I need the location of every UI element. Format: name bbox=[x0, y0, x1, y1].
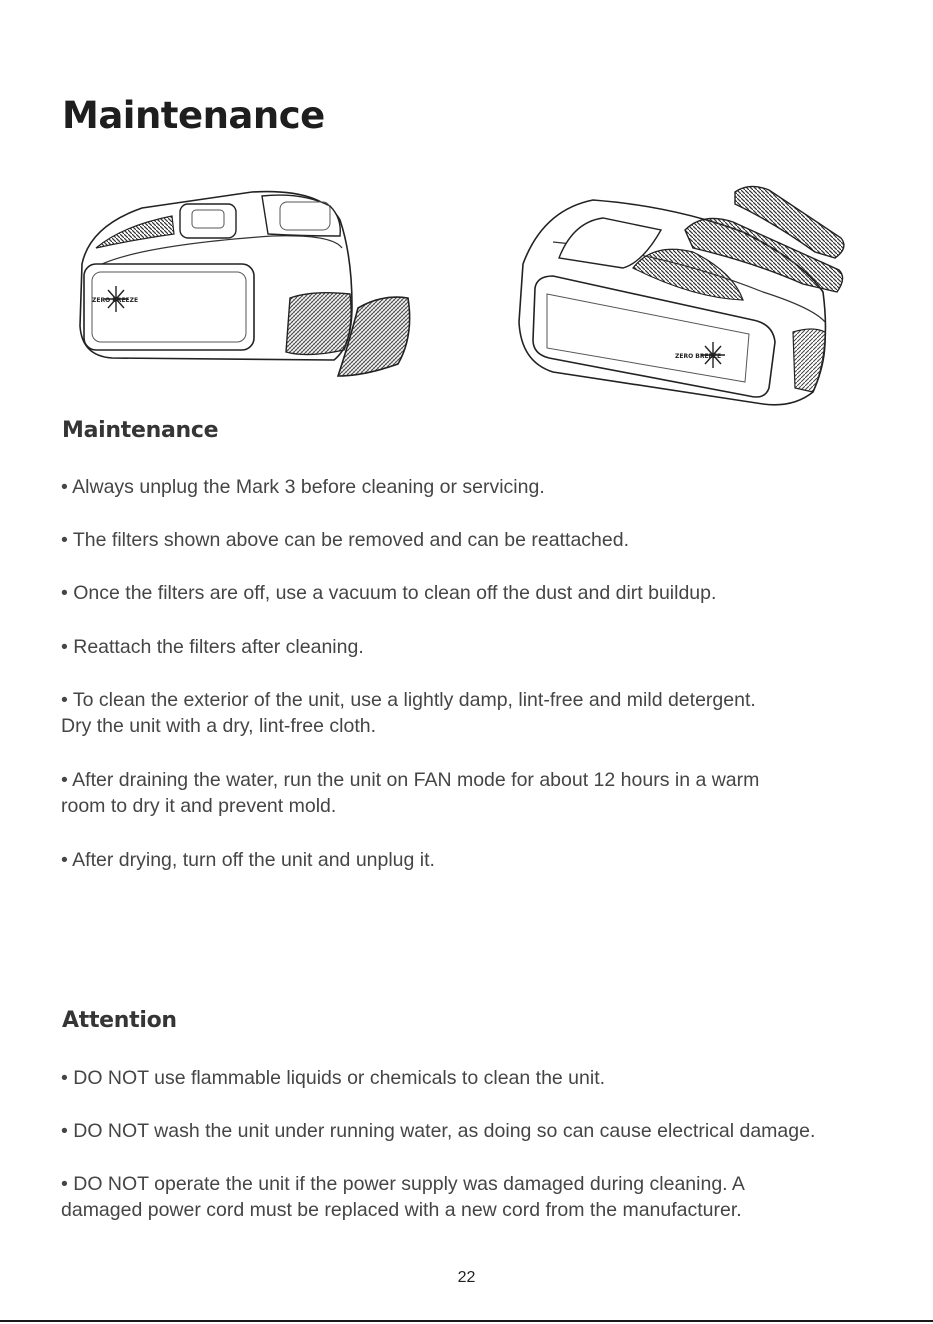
page-number: 22 bbox=[457, 1269, 476, 1286]
attention-heading: Attention bbox=[62, 1008, 177, 1033]
maintenance-item: • Reattach the filters after cleaning. bbox=[61, 636, 364, 658]
maintenance-item: • Always unplug the Mark 3 before cleaning or servicing. bbox=[61, 476, 545, 498]
maintenance-item: • The filters shown above can be removed and can be reattached. bbox=[61, 529, 629, 551]
unit-top-filters-illustration bbox=[513, 182, 847, 410]
maintenance-item: • To clean the exterior of the unit, use a lightly damp, lint-free and mild detergent. Dry the unit with a dry, lint-free cloth. bbox=[61, 689, 756, 737]
logo-text: ZERO BREEZE bbox=[675, 353, 722, 360]
maintenance-item: • After draining the water, run the unit on FAN mode for about 12 hours in a warm room to dry it and prevent mold. bbox=[61, 769, 760, 817]
attention-item: • DO NOT use flammable liquids or chemicals to clean the unit. bbox=[61, 1067, 606, 1089]
attention-item: • DO NOT wash the unit under running water, as doing so can cause electrical damage. bbox=[61, 1120, 816, 1142]
maintenance-item: • Once the filters are off, use a vacuum to clean off the dust and dirt buildup. bbox=[61, 582, 717, 604]
attention-item: • DO NOT operate the unit if the power supply was damaged during cleaning. A damaged power cord must be replaced with a new cord from the manufacturer. bbox=[61, 1173, 745, 1221]
page-title: Maintenance bbox=[62, 94, 325, 137]
maintenance-heading: Maintenance bbox=[62, 418, 219, 443]
maintenance-item: • After drying, turn off the unit and unplug it. bbox=[61, 849, 435, 871]
unit-side-filter-illustration bbox=[72, 186, 418, 382]
bottom-rule bbox=[0, 1320, 933, 1322]
logo-text: ZERO BREEZE bbox=[92, 297, 139, 304]
